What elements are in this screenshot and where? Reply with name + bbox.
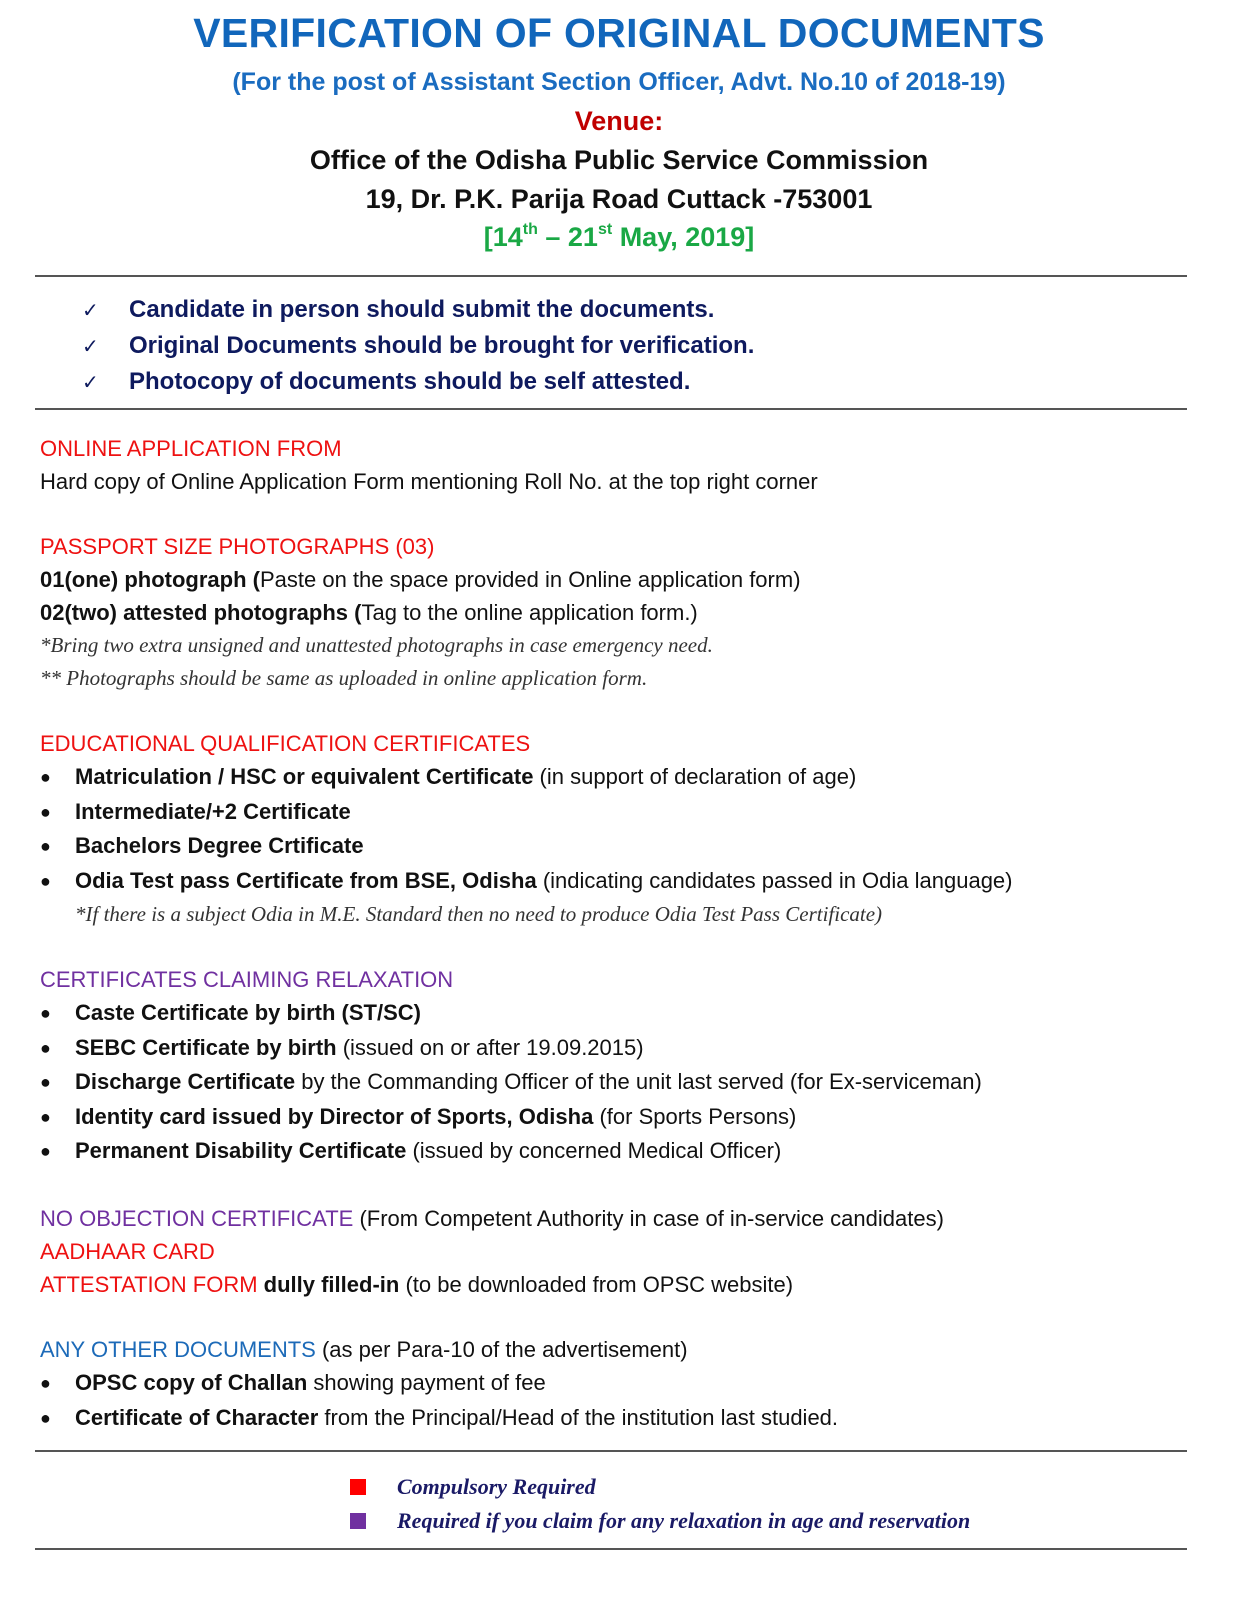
photo-line — [40, 596, 801, 629]
red-square-icon — [350, 1479, 366, 1495]
attestation-text: (to be downloaded from OPSC website) — [399, 1272, 794, 1297]
online-application-section — [40, 432, 818, 498]
date-end-day: 21 — [567, 222, 598, 252]
instruction-item — [82, 364, 754, 400]
divider — [35, 1548, 1187, 1550]
legend-item-relaxation — [350, 1504, 970, 1538]
bullet-icon: ● — [40, 1407, 51, 1428]
photographs-section — [40, 530, 801, 695]
section-heading: EDUCATIONAL QUALIFICATION CERTIFICATES — [40, 731, 531, 756]
educational-note: *If there is a subject Odia in M.E. Standard then no need to produce Odia Test Pass Certificate) — [75, 902, 883, 926]
bullet-icon: ● — [40, 1003, 51, 1023]
photo-note: *Bring two extra unsigned and unattested photographs in case emergency need. — [40, 633, 713, 657]
verification-dates — [0, 222, 1238, 253]
photo-line — [40, 563, 801, 596]
legend-item-compulsory — [350, 1470, 970, 1504]
attestation-heading: ATTESTATION FORM — [40, 1272, 258, 1297]
educational-section — [40, 727, 1013, 931]
noc-line — [40, 1202, 944, 1235]
item-normal: (issued by concerned Medical Officer) — [406, 1138, 782, 1163]
check-icon: ✓ — [82, 335, 99, 358]
venue-address: 19, Dr. P.K. Parija Road Cuttack -753001 — [365, 184, 873, 214]
other-documents-section — [40, 1333, 838, 1435]
check-icon: ✓ — [82, 299, 99, 322]
check-icon: ✓ — [82, 371, 99, 394]
color-legend — [350, 1470, 970, 1538]
item-bold: Bachelors Degree Crtificate — [75, 833, 364, 858]
list-item — [40, 829, 1013, 864]
educational-list — [40, 760, 1013, 898]
item-bold: Odia Test pass Certificate from BSE, Odisha — [75, 867, 537, 893]
item-normal: showing payment of fee — [307, 1370, 546, 1395]
other-heading-line — [40, 1333, 838, 1366]
instruction-item — [82, 292, 754, 328]
relaxation-section — [40, 963, 982, 1169]
item-bold: Caste Certificate by birth (ST/SC) — [75, 1000, 421, 1025]
instruction-checklist — [82, 292, 754, 400]
bullet-icon: ● — [40, 1373, 51, 1393]
noc-heading: NO OBJECTION CERTIFICATE — [40, 1206, 354, 1231]
list-item — [40, 1134, 982, 1169]
photo-line-bold: 01(one) photograph ( — [40, 567, 260, 592]
attestation-bold: dully filled-in — [257, 1272, 400, 1297]
attestation-line — [40, 1268, 944, 1301]
item-bold: SEBC Certificate by birth — [75, 1034, 337, 1060]
item-normal: (indicating candidates passed in Odia language) — [536, 867, 1013, 893]
divider — [35, 408, 1187, 410]
section-heading: ONLINE APPLICATION FROM — [40, 436, 342, 461]
list-item — [40, 1100, 982, 1135]
item-bold: Matriculation / HSC or equivalent Certificate — [75, 764, 534, 789]
bullet-icon: ● — [40, 767, 51, 787]
date-rest: May, 2019] — [612, 222, 755, 252]
instruction-text: Candidate in person should submit the documents. — [129, 296, 715, 323]
item-normal: (issued on or after 19.09.2015) — [336, 1034, 644, 1060]
date-start-day: 14 — [492, 222, 523, 252]
item-normal: by the Commanding Officer of the unit last served (for Ex-serviceman) — [295, 1069, 982, 1094]
photo-note: ** Photographs should be same as uploaded in online application form. — [40, 666, 648, 690]
item-normal: (for Sports Persons) — [593, 1103, 797, 1129]
heading-note: (as per Para-10 of the advertisement) — [315, 1337, 688, 1362]
section-heading: ANY OTHER DOCUMENTS — [40, 1337, 316, 1362]
item-bold: Certificate of Character — [75, 1404, 319, 1430]
item-normal: from the Principal/Head of the institution last studied. — [318, 1404, 839, 1430]
instruction-item — [82, 328, 754, 364]
date-start-suffix: th — [522, 221, 538, 238]
divider — [35, 275, 1187, 277]
bullet-icon: ● — [40, 801, 51, 822]
list-item — [40, 1031, 982, 1066]
instruction-text: Original Documents should be brought for verification. — [129, 332, 755, 359]
post-subtitle: (For the post of Assistant Section Officer, Advt. No.10 of 2018-19) — [232, 68, 1006, 96]
item-bold: Permanent Disability Certificate — [75, 1138, 407, 1163]
bullet-icon: ● — [40, 1106, 51, 1127]
section-heading: PASSPORT SIZE PHOTOGRAPHS (03) — [40, 534, 435, 559]
section-heading: CERTIFICATES CLAIMING RELAXATION — [40, 967, 454, 992]
photo-line-normal: Paste on the space provided in Online application form) — [259, 567, 801, 592]
legend-label: Compulsory Required — [397, 1474, 596, 1499]
divider — [35, 1450, 1187, 1452]
list-item — [40, 1401, 838, 1436]
other-documents-list — [40, 1366, 838, 1435]
photo-line-normal: Tag to the online application form.) — [361, 600, 698, 625]
purple-square-icon — [350, 1513, 366, 1529]
bullet-icon: ● — [40, 1141, 51, 1161]
relaxation-list — [40, 996, 982, 1169]
item-normal: (in support of declaration of age) — [533, 764, 857, 789]
list-item — [40, 1366, 838, 1401]
date-open-bracket: [ — [483, 222, 493, 252]
bullet-icon: ● — [40, 836, 51, 856]
list-item — [40, 1065, 982, 1100]
section-text: Hard copy of Online Application Form mentioning Roll No. at the top right corner — [40, 469, 818, 494]
list-item — [40, 996, 982, 1031]
date-separator: – — [537, 222, 568, 252]
item-bold: Discharge Certificate — [75, 1069, 296, 1094]
bullet-icon: ● — [40, 1037, 51, 1058]
bullet-icon: ● — [40, 1072, 51, 1092]
item-bold: Identity card issued by Director of Sports, Odisha — [75, 1103, 594, 1129]
noc-text: (From Competent Authority in case of in-service candidates) — [353, 1206, 944, 1231]
item-bold: OPSC copy of Challan — [75, 1370, 308, 1395]
photo-line-bold: 02(two) attested photographs ( — [40, 600, 362, 625]
bullet-icon: ● — [40, 870, 51, 891]
date-end-suffix: st — [597, 221, 613, 238]
list-item — [40, 760, 1013, 795]
list-item — [40, 864, 1013, 899]
item-bold: Intermediate/+2 Certificate — [75, 798, 351, 824]
page-title: VERIFICATION OF ORIGINAL DOCUMENTS — [193, 10, 1045, 56]
instruction-text: Photocopy of documents should be self attested. — [129, 368, 691, 395]
legend-label: Required if you claim for any relaxation in age and reservation — [397, 1508, 971, 1533]
venue-office: Office of the Odisha Public Service Commission — [309, 145, 929, 175]
misc-section — [40, 1202, 944, 1301]
aadhaar-heading: AADHAAR CARD — [40, 1239, 215, 1264]
list-item — [40, 795, 1013, 830]
venue-label: Venue: — [574, 106, 664, 136]
